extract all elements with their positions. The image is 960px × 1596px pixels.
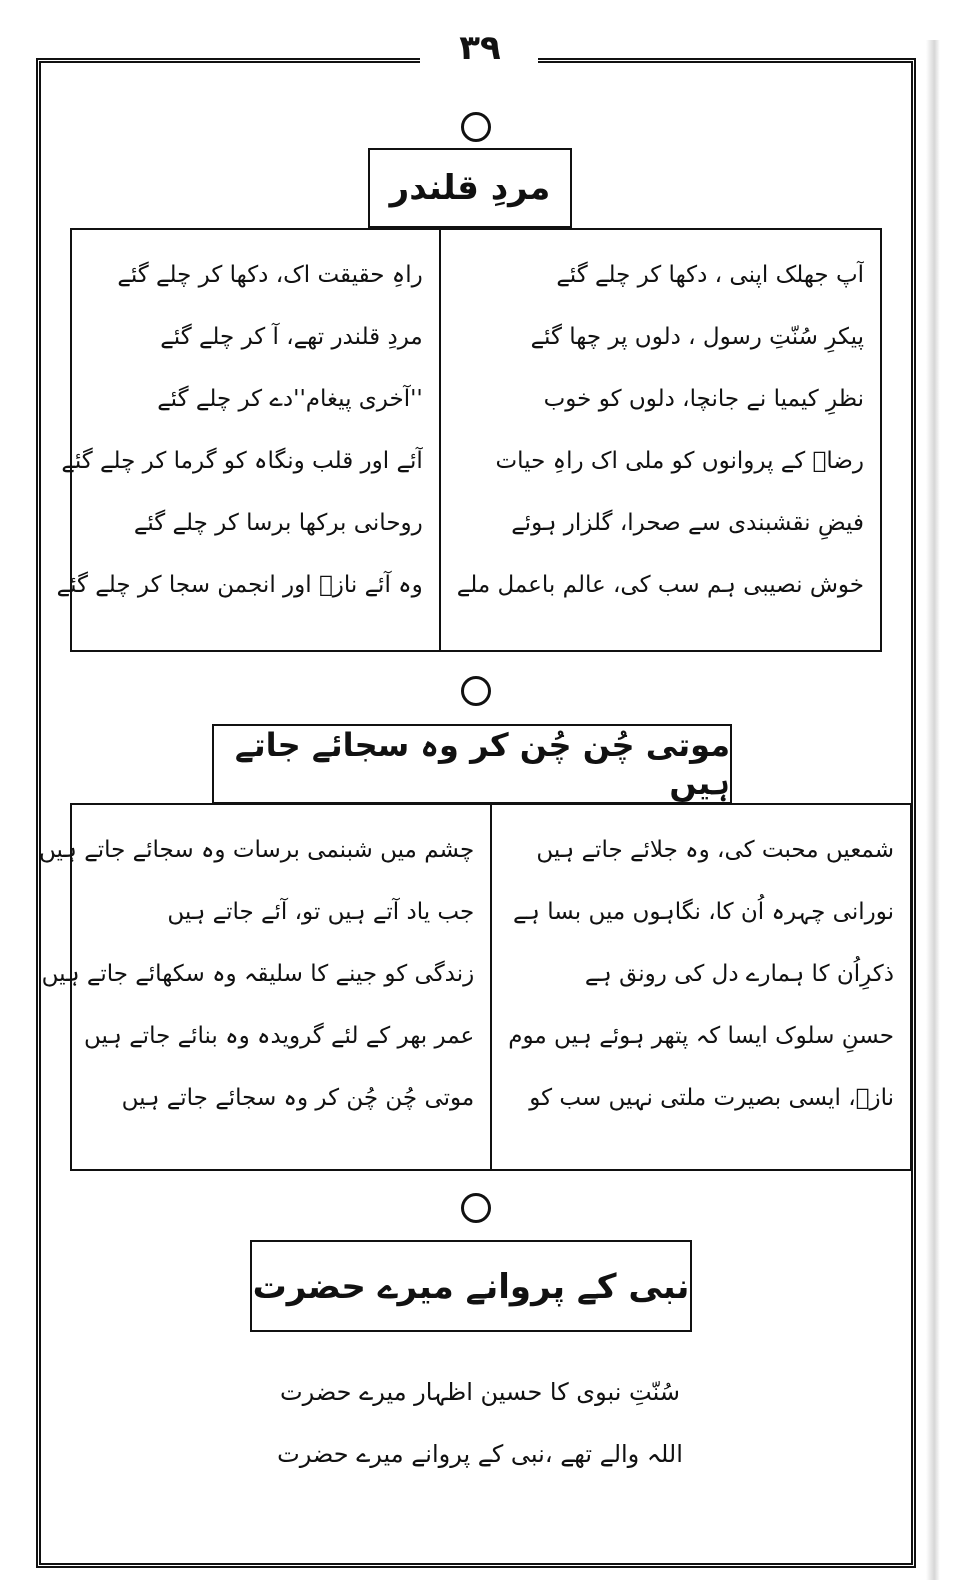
circle-ornament-1 xyxy=(461,112,491,142)
verse: چشم میں شبنمی برسات وہ سجائے جاتے ہیں xyxy=(38,837,475,863)
verse: رضاؔ کے پروانوں کو ملی اک راہِ حیات xyxy=(495,448,864,474)
section1-right-column xyxy=(441,230,880,650)
verse: ''آخری پیغام''دے کر چلے گئے xyxy=(157,386,423,412)
verse: وہ آئے نازؔ اور انجمن سجا کر چلے گئے xyxy=(56,572,423,598)
verse: راہِ حقیقت اک، دکھا کر چلے گئے xyxy=(117,262,423,288)
verse: مردِ قلندر تھے، آ کر چلے گئے xyxy=(160,324,423,350)
verse: شمعیں محبت کی، وہ جلائے جاتے ہیں xyxy=(536,837,894,863)
page-number: ۳۹ xyxy=(459,28,501,68)
verse: اللہ والے تھے ،نبی کے پروانے میرے حضرت xyxy=(277,1440,683,1468)
circle-ornament-2 xyxy=(461,676,491,706)
verse: ذکرِاُن کا ہمارے دل کی رونق ہے xyxy=(584,961,894,987)
section2-title: موتی چُن چُن کر وہ سجائے جاتے ہیں xyxy=(212,724,732,804)
section2-right-column xyxy=(492,805,910,1169)
section1-poem xyxy=(56,228,882,652)
verse: جب یاد آتے ہیں تو، آئے جاتے ہیں xyxy=(167,899,475,925)
verse: آپ جھلک اپنی ، دکھا کر چلے گئے xyxy=(556,262,864,288)
section1-left-column xyxy=(41,230,441,650)
verse: حسنِ سلوک ایسا کہ پتھر ہوئے ہیں موم xyxy=(508,1023,894,1049)
circle-ornament-3 xyxy=(461,1193,491,1223)
verse: زندگی کو جینے کا سلیقہ وہ سکھائے جاتے ہیں xyxy=(41,961,475,987)
section1-title: مردِ قلندر xyxy=(368,148,572,228)
verse: عمر بھر کے لئے گرویدہ وہ بنائے جاتے ہیں xyxy=(83,1023,475,1049)
verse: موتی چُن چُن کر وہ سجائے جاتے ہیں xyxy=(121,1085,475,1111)
verse: نازؔ، ایسی بصیرت ملتی نہیں سب کو xyxy=(529,1085,894,1111)
page-edge-shadow xyxy=(926,40,940,1580)
verse: نظرِ کیمیا نے جانچا، دلوں کو خوب xyxy=(543,386,864,412)
verse: پیکرِ سُنّتِ رسول ، دلوں پر چھا گئے xyxy=(530,324,864,350)
section2-left-column xyxy=(23,805,492,1169)
verse: خوش نصیبی ہم سب کی، عالم باعمل ملے xyxy=(456,572,864,598)
section3-title: نبی کے پروانے میرے حضرت xyxy=(250,1240,692,1332)
verse: سُنّتِ نبوی کا حسین اظہار میرے حضرت xyxy=(280,1378,680,1406)
verse: فیضِ نقشبندی سے صحرا، گلزار ہوئے xyxy=(511,510,864,536)
verse: نورانی چہرہ اُن کا، نگاہوں میں بسا ہے xyxy=(512,899,894,925)
section2-poem xyxy=(38,803,912,1171)
verse: روحانی برکھا برسا کر چلے گئے xyxy=(133,510,423,536)
verse: آئے اور قلب ونگاہ کو گرما کر چلے گئے xyxy=(61,448,423,474)
